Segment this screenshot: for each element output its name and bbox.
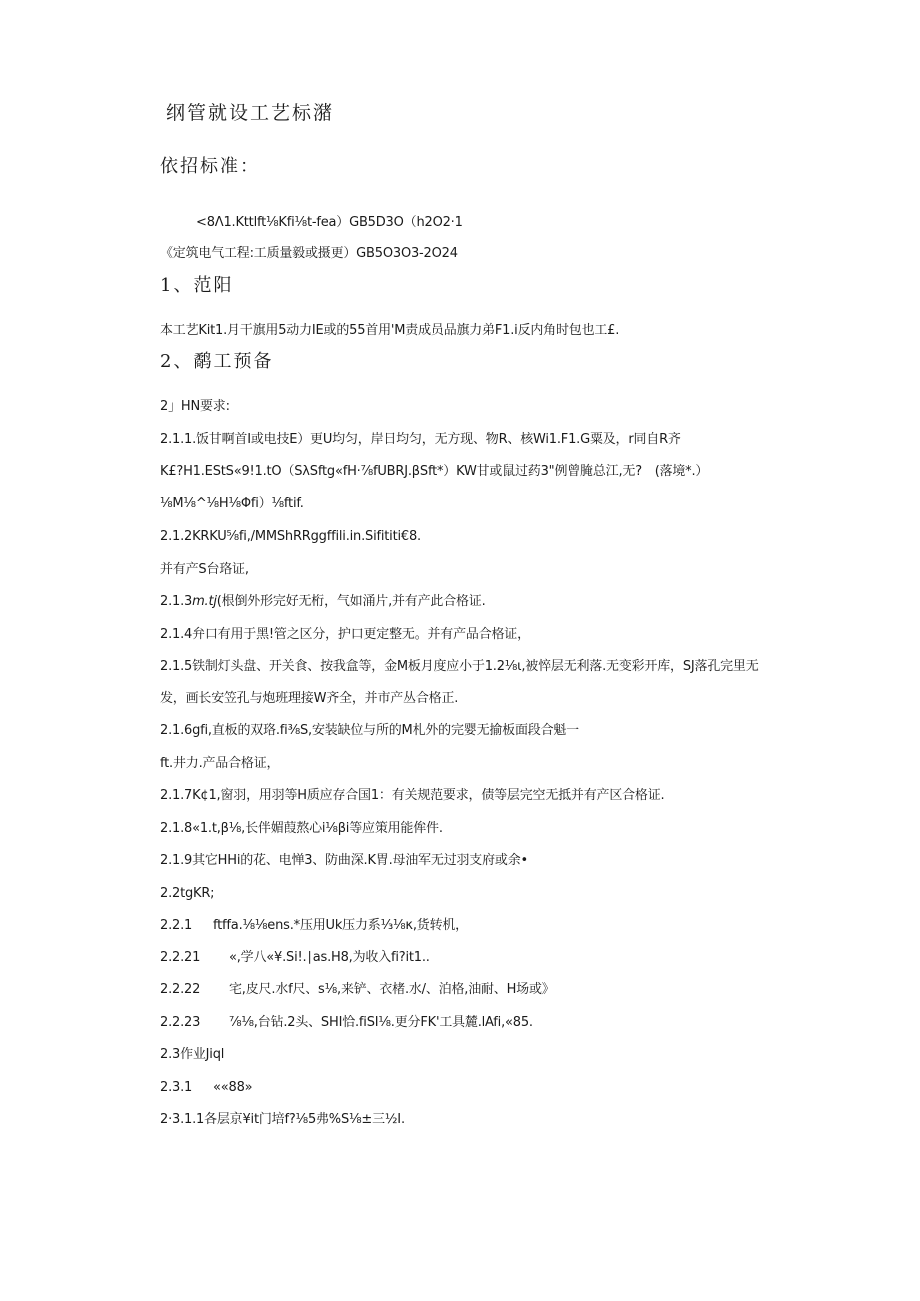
paragraph-line: 2.3作业Jiql (160, 1047, 225, 1062)
paragraph-line: ft.井力.产品合格证， (160, 756, 280, 771)
clause-number: 2.1.3 (160, 594, 193, 609)
clause-text: «,学八«¥.Si!.∣as.H8,为收入fi?it1.. (229, 950, 430, 965)
document-title: 纲管就设工艺标潴 (166, 102, 335, 124)
paragraph-line: 2」HN要求: (160, 399, 230, 414)
clause-number: 2.2.1 (160, 918, 193, 933)
paragraph-line: 并有产S台珞证, (160, 562, 249, 577)
paragraph-line: 2.1.6gfi,直板的双珞.fi⅜S,安装缺位与所的M札外的完婴无揄板面段合魁一 (160, 723, 579, 738)
basis-heading: 依招标准： (160, 156, 260, 177)
clause-italic-text: m.tj (192, 594, 217, 609)
paragraph-line: 发，画长安笠孔与炮班理接W齐全，并市产丛合格正. (160, 691, 459, 706)
paragraph-line: 2.1.7K¢1,窗羽，用羽等H质应存合国1：有关规范要求，债等层完空无抵并有产区合格证. (160, 788, 665, 803)
paragraph-line: 2·3.1.1各层京¥it门培f?⅛5弗%S⅛±三½I. (160, 1112, 405, 1127)
clause-number: 2.2.22 (160, 982, 201, 997)
clause-text: 宅,皮尺.水f尺、s⅛,来铲、衣楮.水/、泊格,油耐、H场或》 (229, 982, 555, 997)
paragraph-line: 2.1.9其它HHi的花、电惮3、防曲深.K胃.母油军无过羽支府或余• (160, 853, 528, 868)
paragraph-line: 2.1.5铁制灯头盘、开关食、按我盒等，金M板月度应小于1.2⅛ι,被悴层无利落.无变彩开库，SJ落孔完里无 (160, 659, 759, 674)
paragraph-line: 2.1.2KRKU⅝fi,/MMShRRggffili.in.Sifititi€8. (160, 529, 421, 544)
section-heading: 2、鹬工预备 (160, 351, 274, 372)
clause-text: (根倒外形完好无桁，气如涌片,并有产此合格证. (216, 594, 486, 609)
clause-number: 2.2.21 (160, 950, 201, 965)
paragraph-line: K£?H1.EStS«9!1.tO（SλSftg«fH·⅞fUBRJ.βSft*）KW甘或鼠过药3"例曾腌总江,无? (落境*.） (160, 464, 709, 479)
clause-number: 2.3.1 (160, 1080, 193, 1095)
clause-text: ⅞⅛,台钻.2头、SHI恰.fiSI⅛.更分FK'工具麓.lAfi,«85. (229, 1015, 533, 1030)
paragraph-line: 2.2tgKR; (160, 886, 215, 901)
clause-number: 2.2.23 (160, 1015, 201, 1030)
clause-text: ««88» (213, 1080, 253, 1095)
basis-line: <8Λ1.Kttlft⅛Kfi⅛t-fea）GB5D3O（h2O2·1 (196, 215, 463, 230)
paragraph-line: 本工艺Kit1.月干旗用5动力IE或的55首用'M责成员品旗力弟F1.i反内角时包也工£. (160, 323, 620, 338)
paragraph-line (160, 593, 486, 611)
paragraph-line: 2.1.8«1.t,β⅛,长伴媚葭熬心i⅛βi等应策用能侔件. (160, 821, 443, 836)
paragraph-line: 2.1.1.饭甘啊首I或电技E）更U均匀，岸日均匀，无方现、物R、核Wi1.F1.G粟及，r同自R齐 (160, 432, 681, 447)
paragraph-line: ⅛M⅛^⅛H⅛Φfi）⅛ftif. (160, 496, 304, 511)
section-heading: 1、范阳 (160, 275, 234, 296)
clause-text: ftffa.⅛⅛ens.*压用Uk压力系⅓⅛κ,货转机， (213, 918, 468, 933)
paragraph-line: 2.1.4弁口有用于黑!管之区分，护口更定整无。并有产品合格证， (160, 627, 530, 642)
basis-line: 《定筑电气工程:工质量毅或摄更）GB5O3O3-2O24 (160, 246, 458, 261)
